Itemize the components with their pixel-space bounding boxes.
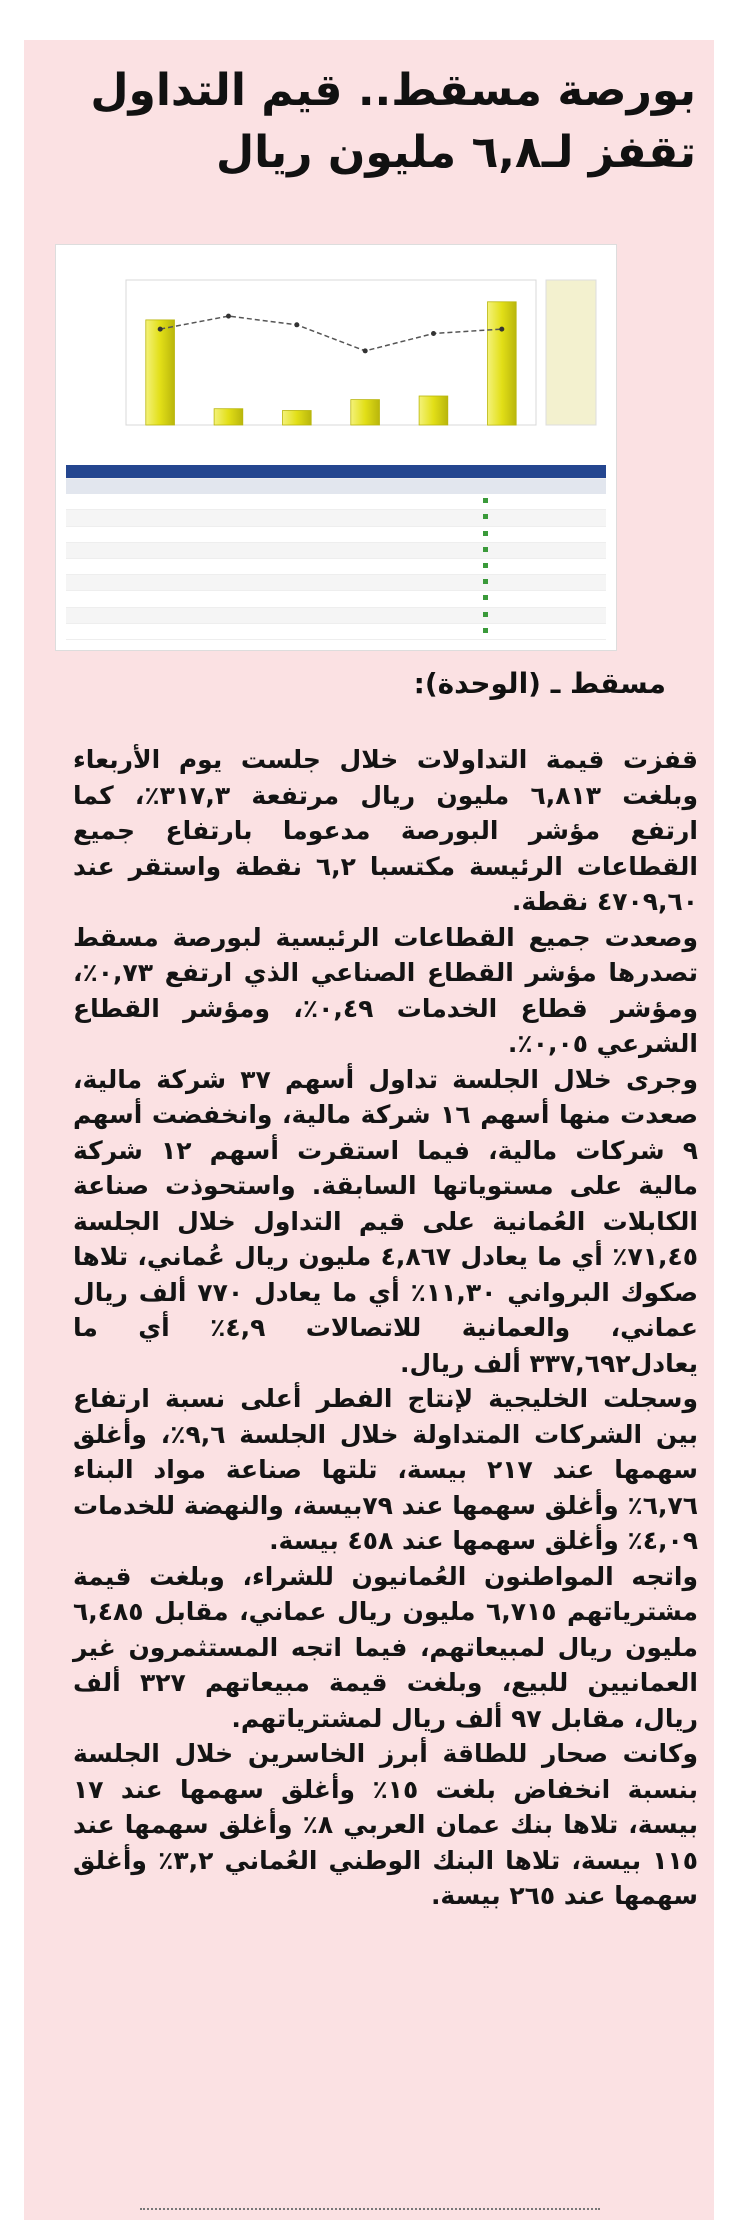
table-cell bbox=[204, 558, 273, 574]
table-cell bbox=[342, 526, 411, 542]
table-cell bbox=[411, 542, 480, 558]
chart-bar bbox=[351, 400, 380, 425]
table-cell bbox=[204, 575, 273, 591]
table-cell bbox=[204, 542, 273, 558]
table-cell bbox=[273, 607, 342, 623]
table-col-header bbox=[135, 479, 204, 495]
table-cell bbox=[204, 526, 273, 542]
article-paragraph: وسجلت الخليجية لإنتاج الفطر أعلى نسبة ارتفاع بين الشركات المتداولة خلال الجلسة ٩,٦٪، وأغلق سهمها عند ٢١٧ بيسة، تلتها صناعة مواد البناء ٦,٧٦٪ وأغلق سهمها عند ٧٩بيسة، والنهضة للخدمات ٤,٠٩٪ وأغلق سهمها عند ٤٥٨ بيسة. bbox=[73, 1384, 699, 1555]
table-row bbox=[66, 542, 606, 558]
table-cell bbox=[411, 607, 480, 623]
table-row bbox=[66, 591, 606, 607]
index-point bbox=[226, 314, 231, 319]
table-cell bbox=[66, 575, 135, 591]
table-cell bbox=[342, 510, 411, 526]
gain-indicator-icon bbox=[483, 531, 488, 536]
table-col-header bbox=[480, 479, 606, 495]
table-cell bbox=[411, 575, 480, 591]
gain-indicator-icon bbox=[483, 628, 488, 633]
article-paragraph: قفزت قيمة التداولات خلال جلست يوم الأربعاء وبلغت ٦,٨١٣ مليون ريال مرتفعة ٣١٧,٣٪، كما ارتفع مؤشر البورصة مدعوما بارتفاع جميع القطاعات الرئيسة مكتسبا ٦,٢ نقطة واستقر عند ٤٧٠٩,٦٠ نقطة. bbox=[73, 745, 698, 916]
table-cell bbox=[135, 542, 204, 558]
table-cell bbox=[342, 623, 411, 639]
headline: بورصة مسقط.. قيم التداول تقفز لـ٦,٨ مليون ريال bbox=[90, 65, 696, 178]
dateline: مسقط ـ (الوحدة): bbox=[413, 667, 666, 700]
table-cell bbox=[342, 558, 411, 574]
table-col-header bbox=[273, 479, 342, 495]
table-cell bbox=[411, 558, 480, 574]
market-chart bbox=[56, 245, 616, 460]
table-cell bbox=[480, 558, 606, 574]
gain-indicator-icon bbox=[483, 498, 488, 503]
table-cell bbox=[204, 494, 273, 510]
index-point bbox=[294, 322, 299, 327]
article-paragraph: واتجه المواطنون العُمانيون للشراء، وبلغت قيمة مشترياتهم ٦,٧١٥ مليون ريال عماني، مقابل ٦,٤٨٥ مليون ريال لمبيعاتهم، فيما اتجه المستثمرون غير العمانيين للبيع، وبلغت قيمة مبيعاتهم ٣٢٧ ألف ريال، مقابل ٩٧ ألف ريال لمشترياتهم. bbox=[73, 1561, 698, 1733]
table-cell bbox=[135, 575, 204, 591]
table-cell bbox=[273, 526, 342, 542]
table-cell bbox=[204, 607, 273, 623]
article-paragraph: وجرى خلال الجلسة تداول أسهم ٣٧ شركة مالية، صعدت منها أسهم ١٦ شركة مالية، وانخفضت أسهم ٩ شركات مالية، فيما استقرت أسهم ١٢ شركة مالية على مستوياتها السابقة. واستحوذت صناعة الكابلات العُمانية على قيم التداول خلال الجلسة ٧١,٤٥٪ أي ما يعادل ٤,٨٦٧ مليون ريال عُماني، تلاها صكوك البرواني ١١,٣٠٪ أي ما يعادل ٧٧٠ ألف ريال عماني، والعمانية للاتصالات ٤,٩٪ أي ما يعادل٣٣٧,٦٩٢ ألف ريال. bbox=[73, 1064, 698, 1378]
table-cell bbox=[480, 542, 606, 558]
table-cell bbox=[204, 591, 273, 607]
table-cell bbox=[204, 510, 273, 526]
table-cell bbox=[66, 494, 135, 510]
table-cell bbox=[342, 494, 411, 510]
index-point bbox=[431, 331, 436, 336]
table-cell bbox=[411, 623, 480, 639]
table-cell bbox=[66, 591, 135, 607]
table-title-bar bbox=[66, 465, 606, 479]
table-row bbox=[66, 623, 606, 639]
table-row bbox=[66, 510, 606, 526]
table-cell bbox=[66, 607, 135, 623]
table-cell bbox=[273, 494, 342, 510]
bottom-divider bbox=[140, 2208, 600, 2210]
table-cell bbox=[342, 542, 411, 558]
table-cell bbox=[135, 623, 204, 639]
table-cell bbox=[480, 510, 606, 526]
table-cell bbox=[273, 591, 342, 607]
market-table bbox=[66, 465, 606, 640]
table-cell bbox=[273, 542, 342, 558]
table-cell bbox=[342, 575, 411, 591]
table-row bbox=[66, 526, 606, 542]
table-col-header bbox=[342, 479, 411, 495]
table-row bbox=[66, 558, 606, 574]
gain-indicator-icon bbox=[483, 579, 488, 584]
article-body bbox=[73, 742, 698, 1914]
table-cell bbox=[135, 494, 204, 510]
table-cell bbox=[480, 494, 606, 510]
table-cell bbox=[411, 526, 480, 542]
index-point bbox=[158, 327, 163, 332]
table-cell bbox=[480, 623, 606, 639]
table-cell bbox=[66, 558, 135, 574]
table-cell bbox=[273, 510, 342, 526]
table-row bbox=[66, 575, 606, 591]
table-header-row bbox=[66, 479, 606, 495]
table-cell bbox=[204, 623, 273, 639]
table-cell bbox=[480, 591, 606, 607]
table-col-header bbox=[411, 479, 480, 495]
table-cell bbox=[135, 607, 204, 623]
chart-bar bbox=[283, 411, 312, 426]
table-cell bbox=[135, 510, 204, 526]
gain-indicator-icon bbox=[483, 612, 488, 617]
table-cell bbox=[135, 526, 204, 542]
table-cell bbox=[411, 591, 480, 607]
index-point bbox=[499, 327, 504, 332]
chart-bar bbox=[214, 409, 243, 425]
gain-indicator-icon bbox=[483, 563, 488, 568]
table-cell bbox=[273, 558, 342, 574]
table-cell bbox=[480, 526, 606, 542]
gain-indicator-icon bbox=[483, 595, 488, 600]
table-cell bbox=[66, 510, 135, 526]
chart-bar bbox=[146, 320, 175, 425]
article-paragraph: وكانت صحار للطاقة أبرز الخاسرين خلال الجلسة بنسبة انخفاض بلغت ١٥٪ وأغلق سهمها عند ١٧ بيسة، تلاها بنك عمان العربي ٨٪ وأغلق سهمها عند ١١٥ بيسة، تلاها البنك الوطني العُماني ٣,٢٪ وأغلق سهمها عند ٢٦٥ بيسة. bbox=[73, 1739, 699, 1910]
market-figure bbox=[55, 244, 617, 651]
table-row bbox=[66, 494, 606, 510]
table-cell bbox=[273, 575, 342, 591]
table-cell bbox=[135, 558, 204, 574]
table-cell bbox=[273, 623, 342, 639]
gain-indicator-icon bbox=[483, 547, 488, 552]
chart-right-panel bbox=[546, 280, 596, 425]
table-cell bbox=[66, 526, 135, 542]
chart-bar bbox=[488, 302, 517, 425]
article-paragraph: وصعدت جميع القطاعات الرئيسية لبورصة مسقط تصدرها مؤشر القطاع الصناعي الذي ارتفع ٠,٧٣٪، ومؤشر قطاع الخدمات ٠,٤٩٪، ومؤشر القطاع الشرعي ٠,٠٥٪. bbox=[73, 922, 699, 1058]
table-cell bbox=[342, 607, 411, 623]
table-col-header bbox=[66, 479, 135, 495]
chart-plot-area bbox=[126, 280, 536, 425]
table-cell bbox=[480, 607, 606, 623]
table-cell bbox=[411, 510, 480, 526]
gain-indicator-icon bbox=[483, 514, 488, 519]
index-point bbox=[363, 348, 368, 353]
chart-bar bbox=[419, 396, 448, 425]
table-cell bbox=[342, 591, 411, 607]
table-row bbox=[66, 607, 606, 623]
table-cell bbox=[480, 575, 606, 591]
table-title bbox=[66, 465, 606, 479]
table-cell bbox=[66, 542, 135, 558]
chart-svg bbox=[56, 245, 616, 460]
table-cell bbox=[135, 591, 204, 607]
table-cell bbox=[411, 494, 480, 510]
table-col-header bbox=[204, 479, 273, 495]
table-cell bbox=[66, 623, 135, 639]
